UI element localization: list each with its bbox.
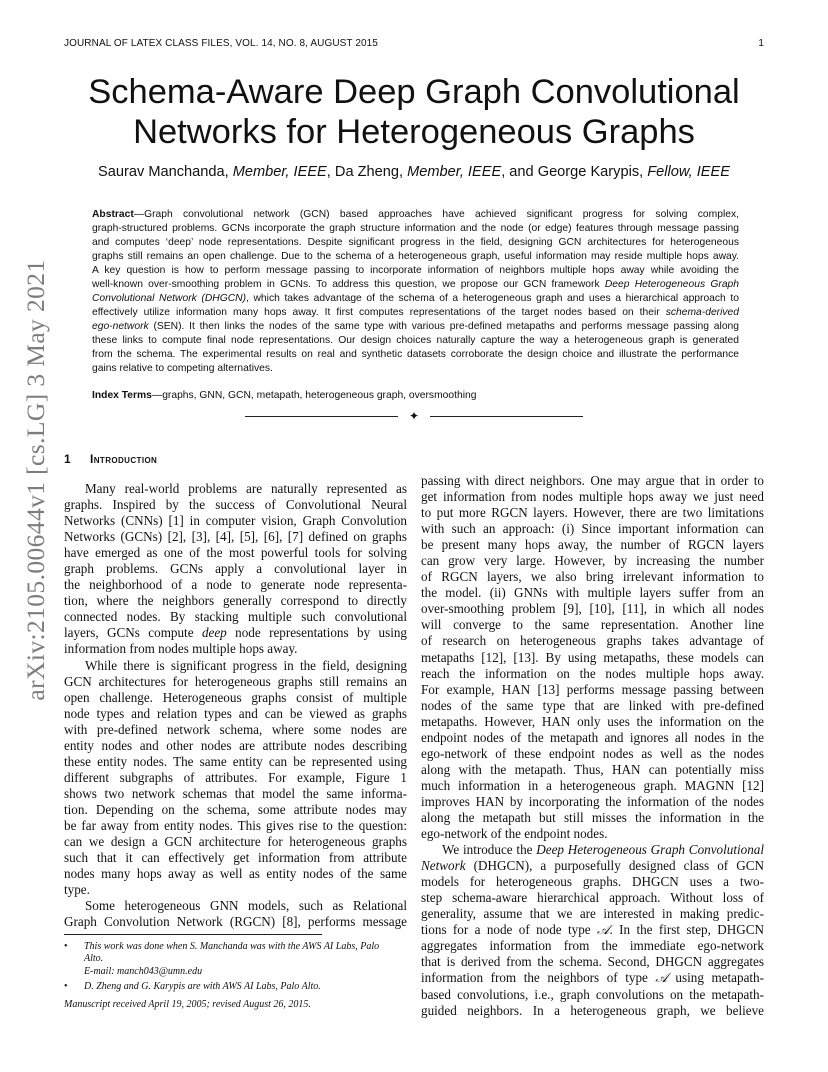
text-line: be far away from entity nodes. This gives rise to the question: — [64, 817, 407, 833]
author-1-role: Member, IEEE — [232, 164, 327, 180]
running-head — [64, 38, 764, 49]
text-line: to put more RGCN layers. However, there are two limitations — [421, 505, 764, 521]
abstract-label: Abstract — [92, 209, 134, 220]
text-line: metapaths [12], [13]. By using metapaths, these models can — [421, 649, 764, 665]
text-line: guided neighbors. In a heterogeneous graph, we believe — [421, 1002, 764, 1018]
text-line: can we design a GCN architecture for heterogeneous graphs — [64, 834, 407, 850]
abstract-line: ego-network (SEN). It then links the nodes of the same type with various pre-defined metapaths and performs message passing along — [92, 321, 739, 332]
text-line: Network (DHGCN), a purposefully designed class of GCN — [421, 858, 764, 874]
text-line: improves HAN by incorporating the information of the nodes — [421, 793, 764, 809]
text-line: nodes of the same type that are linked with pre-defined — [421, 697, 764, 713]
footnote: • D. Zheng and G. Karypis are with AWS AI Labs, Palo Alto. — [64, 980, 321, 992]
abstract — [92, 208, 739, 376]
text-line: We introduce the Deep Heterogeneous Graph Convolutional — [442, 842, 764, 858]
abstract-line: A key question is how to perform message passing to incorporate information of neighbors multiple hops away while avoiding the — [92, 265, 739, 276]
author-1: Saurav Manchanda, — [98, 164, 233, 180]
index-terms — [92, 390, 476, 401]
journal-name: JOURNAL OF LATEX CLASS FILES, VOL. 14, NO. 8, AUGUST 2015 — [64, 38, 378, 49]
text-line: will converge to the same representation. Another line — [421, 617, 764, 633]
text-line: open challenge. Heterogeneous graphs consist of multiple — [64, 689, 407, 705]
index-terms-label: Index Terms — [92, 390, 152, 401]
text-line: based convolutions, i.e., graph convolutions on the metapath- — [421, 986, 764, 1002]
bullet-icon: • — [64, 941, 68, 952]
author-email: E-mail: manch043@umn.edu — [84, 965, 203, 977]
text-line: metapaths. However, HAN only uses the information on the — [421, 713, 764, 729]
text-line: that is derived from the schema. Second, DHGCN aggregates — [421, 954, 764, 970]
text-line: shows two network schemas that model the same informa- — [64, 785, 407, 801]
text-line: get information from nodes multiple hops away we just need — [421, 489, 764, 505]
text-line: graph problems. GCNs apply a convolutional layer in — [64, 561, 407, 577]
author-3: , and George Karypis, — [501, 164, 648, 180]
author-2: , Da Zheng, — [326, 164, 408, 180]
right-column — [421, 473, 764, 1019]
text-line: For example, HAN [13] performs message passing between — [421, 681, 764, 697]
text-line: ego-network of the endpoint nodes. — [421, 826, 608, 842]
text-line: step schema-aware hierarchical approach. Without loss of — [421, 890, 764, 906]
node-type-symbol: 𝒜 — [655, 970, 668, 986]
abstract-line: and computes ‘deep’ node representations. Despite significant progress in the field, designing GCN architectures for heterogeneous — [92, 237, 739, 248]
text-line: reach the information on the nodes multiple hops away. — [421, 665, 764, 681]
text-line: Many real-world problems are naturally represented as — [85, 481, 407, 496]
author-3-role: Fellow, IEEE — [647, 164, 730, 180]
text-line: Graph Convolution Network (RGCN) [8], performs message — [64, 914, 407, 930]
text-line: along with the metapath. Thus, HAN can potentially miss — [421, 761, 764, 777]
diamond-ornament-icon: ✦ — [409, 409, 420, 423]
text-line: tion. Depending on the schema, some attribute nodes may — [64, 801, 407, 817]
node-type-symbol: 𝒜 — [597, 922, 610, 938]
divider-right — [430, 416, 583, 417]
text-line: with such an approach: (i) Since important information can — [421, 521, 764, 537]
paragraph — [64, 898, 407, 930]
abstract-line: from the schema. The experimental results on real and synthetic datasets corroborate the design choice and illustrate the performance — [92, 349, 739, 360]
text-line: aggregates information from the immediate ego-network — [421, 938, 764, 954]
text-line: nodes many hops away as well as entity nodes of the same — [64, 866, 407, 882]
abstract-line: Convolutional Network (DHGCN), which takes advantage of the schema of a heterogeneous graph and uses a hierarchical approach to — [92, 293, 739, 304]
text-line: the neighborhood of a node to generate node representa- — [64, 577, 407, 593]
text-line: type. — [64, 882, 90, 898]
index-terms-text: —graphs, GNN, GCN, metapath, heterogeneous graph, oversmoothing — [151, 390, 477, 401]
paper-title — [60, 72, 768, 152]
abstract-line: graphs still remains an open challenge. Due to the schema of a heterogeneous graph, useful information may reside multiple hops away. — [92, 251, 739, 262]
paragraph — [64, 481, 407, 658]
text-line: generality, assume that we are interested in making predic- — [421, 906, 764, 922]
text-line: ego-network of these endpoint nodes as well as the nodes — [421, 745, 764, 761]
text-line: can grow very large. However, by increasing the number — [421, 553, 764, 569]
author-2-role: Member, IEEE — [407, 164, 502, 180]
abstract-line: these links to compute final node representations. Our design choices naturally capture the way a heterogeneous graph is generated — [92, 335, 739, 346]
page-number: 1 — [758, 38, 764, 49]
text-line: the model. (ii) GNNs with multiple layers suffer from an — [421, 585, 764, 601]
text-line: Some heterogeneous GNN models, such as Relational — [85, 898, 407, 914]
text-line: models for heterogeneous graphs. DHGCN uses a two- — [421, 874, 764, 890]
text-line: these entity nodes. The same entity can be represented using — [64, 753, 407, 769]
paragraph — [421, 842, 764, 1019]
text-line: of research on heterogeneous graphs takes advantage of — [421, 633, 764, 649]
abstract-line: well-known over-smoothing problem in GCNs. To address this question, we propose our GCN framework Deep Heterogeneous Graph — [92, 279, 739, 290]
abstract-line: graph-structured problems. GCNs incorporate the graph structure information and the node (or edge) features through message passing — [92, 223, 739, 234]
text-line: of RGCN layers, we also bring irrelevant information to — [421, 569, 764, 585]
text-line: much information in a heterogeneous graph. MAGNN [12] — [421, 777, 764, 793]
text-line: node types and relation types and can be viewed as graphs — [64, 705, 407, 721]
text-line: GCN architectures for heterogeneous graphs still remains an — [64, 673, 407, 689]
text-line: While there is significant progress in the field, designing — [85, 657, 407, 673]
text-line: with pre-defined network schema, where some nodes are — [64, 721, 407, 737]
abstract-line: gains relative to competing alternatives. — [92, 363, 273, 374]
title-line-1: Schema-Aware Deep Graph Convolutional — [88, 73, 740, 111]
text-line: passing with direct neighbors. One may argue that in order to — [421, 473, 764, 488]
divider-left — [245, 416, 398, 417]
text-line: entity nodes and other nodes are attribute nodes describing — [64, 737, 407, 753]
author-list — [60, 164, 768, 180]
footnote: • This work was done when S. Manchanda was with the AWS AI Labs, Palo Alto. E-mail: manch043@umn.edu — [64, 941, 407, 978]
paragraph — [64, 658, 407, 899]
text-line: tions for a node of node type 𝒜. In the first step, DHGCN — [421, 922, 764, 938]
text-line: endpoint nodes of the metapath and ignores all nodes in the — [421, 729, 764, 745]
arxiv-stamp: arXiv:2105.00644v1 [cs.LG] 3 May 2021 — [21, 259, 50, 701]
text-line: such that it can effectively get information from attribute — [64, 850, 407, 866]
text-line: information from nodes multiple hops away. — [64, 641, 298, 657]
text-line: graphs. Inspired by the success of Convolutional Neural — [64, 497, 407, 513]
title-line-2: Networks for Heterogeneous Graphs — [133, 113, 695, 151]
framework-name: Deep Heterogeneous Graph — [604, 279, 739, 290]
text-line: over-smoothing problem [9], [10], [11], in which all nodes — [421, 601, 764, 617]
abstract-line: Abstract—Graph convolutional network (GCN) based approaches have achieved significant progress for solving complex, — [92, 209, 739, 220]
text-line: layers, GCNs compute deep node representations by using — [64, 625, 408, 641]
text-line: connected nodes. By stacking multiple such convolutional — [64, 609, 407, 625]
section-number: 1 — [64, 452, 72, 466]
text-line: different subgraphs of attributes. For example, Figure 1 — [64, 769, 407, 785]
text-line: information from the neighbors of type 𝒜 using metapath- — [421, 970, 764, 986]
paragraph — [421, 473, 764, 842]
section-heading — [64, 452, 157, 466]
manuscript-note: Manuscript received April 19, 2005; revised August 26, 2015. — [64, 999, 311, 1011]
text-line: Networks (GCNs) [2], [3], [4], [5], [6], [7] defined on graphs — [64, 529, 407, 545]
text-line: tion, where the neighbors generally correspond to directly — [64, 593, 407, 609]
section-title: Introduction — [90, 452, 158, 466]
text-line: Networks (CNNs) [1] in computer vision, Graph Convolution — [64, 513, 407, 529]
left-column — [64, 481, 407, 930]
text-line: have emerged as one of the most powerful tools for solving — [64, 545, 407, 561]
text-line: along the metapath but still misses the information in the — [421, 809, 764, 825]
text-line: be present many hops away, the number of RGCN layers — [421, 537, 764, 553]
footnote-rule — [64, 934, 322, 935]
bullet-icon: • — [64, 980, 68, 992]
footnotes — [64, 941, 407, 1011]
abstract-line: effectively utilize information many hops away. It first computes representations of the target nodes based on their schema-derived — [92, 307, 739, 318]
